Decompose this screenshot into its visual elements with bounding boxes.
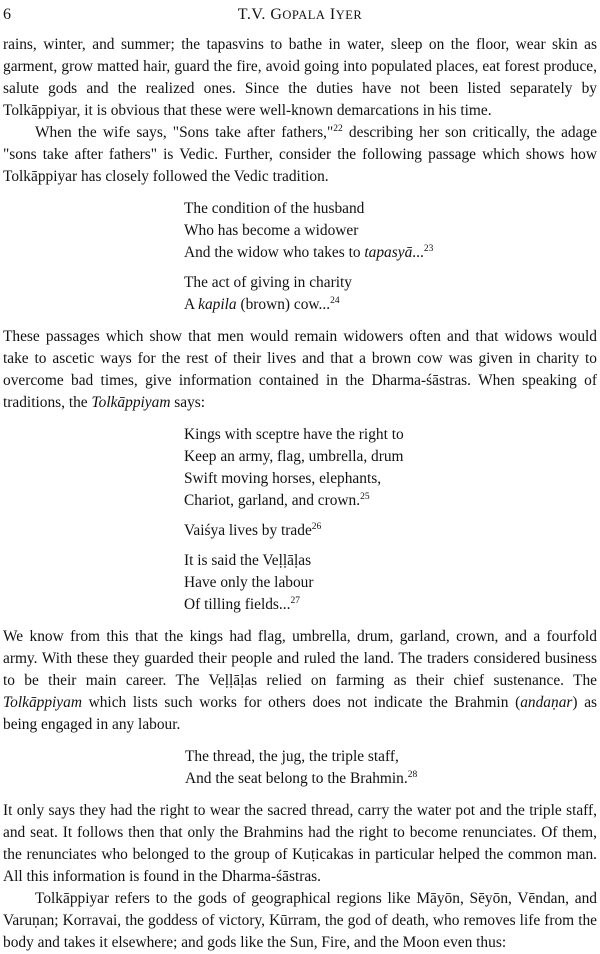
footnote-ref: 28: [407, 770, 418, 780]
footnote-ref: 27: [290, 596, 300, 606]
footnote-ref: 25: [360, 492, 370, 502]
page-number: 6: [3, 6, 11, 23]
footnote-ref: 22: [333, 124, 343, 134]
footnote-ref: 23: [423, 244, 434, 254]
paragraph-3: These passages which show that men would remain widowers often and that widows would take to ascetic ways for the rest of their lives and that a brown cow was given in charity to overcome bad times, give information contained in the Dharma-śāstras. When speaking of traditions, the Tolkāppiyam says:: [3, 328, 597, 411]
page-header: [0, 4, 600, 26]
footnote-ref: 26: [311, 522, 322, 532]
paragraph-2: When the wife says, "Sons take after fathers,"$^{22}$ describing her son critically, the adage "sons take after fathers" is Vedic. Further, consider the following passage which shows how Tolkāppiyar has closely followed the Vedic tradition.: [3, 124, 597, 185]
paragraph-4: We know from this that the kings had flag, umbrella, drum, garland, crown, and a fourfold army. With these they guarded their people and ruled the land. The traders considered business to be their main career. The Veḷḷāḷas relied on farming as their chief sustenance. The Tolkāppiyam which lists such works for others does not indicate the Brahmin (andaṇar) as being engaged in any labour.: [3, 628, 598, 733]
verse-quote-1: The condition of the husband Who has become a widower And the widow who takes to tapasyā...$^{23}$ The act of giving in charity A kapila (brown) cow...$^{24}$: [184, 200, 434, 313]
verse-quote-2: Kings with sceptre have the right to Keep an army, flag, umbrella, drum Swift moving horses, elephants, Chariot, garland, and crown.$^{25}$ Vaiśya lives by trade$^{26}$ It is said the Veḷḷāḷas Have only the labour Of tilling fields...$^{27}$: [184, 426, 404, 613]
footnote-ref: 24: [330, 296, 340, 306]
paragraph-1: rains, winter, and summer; the tapasvins to bathe in water, sleep on the floor, wear skin as garment, grow matted hair, guard the fire, avoid going into populated places, eat forest produce, salute gods and the realized ones. Since the duties have not been listed separately by Tolkāppiyar, it is obvious that these were well-known demarcations in his time.: [3, 36, 597, 119]
paragraph-5: It only says they had the right to wear the sacred thread, carry the water pot and the triple staff, and seat. It follows then that only the Brahmins had the right to become renunciates. Of them, the renunciates who belonged to the group of Kuṭicakas in particular helped the common man. All this information is found in the Dharma-śāstras.: [3, 802, 597, 885]
page-body: [3, 34, 597, 954]
paragraph-6: Tolkāppiyar refers to the gods of geographical regions like Māyōn, Sēyōn, Vēndan, and Varuṇan; Korravai, the goddess of victory, Kūrram, the god of death, who removes life from the body and takes it elsewhere; and gods like the Sun, Fire, and the Moon even thus:: [3, 890, 597, 951]
verse-quote-3: The thread, the jug, the triple staff, And the seat belong to the Brahmin.$^{28}$: [185, 748, 418, 787]
running-head: T.V. GOPALA IYER: [237, 6, 363, 23]
